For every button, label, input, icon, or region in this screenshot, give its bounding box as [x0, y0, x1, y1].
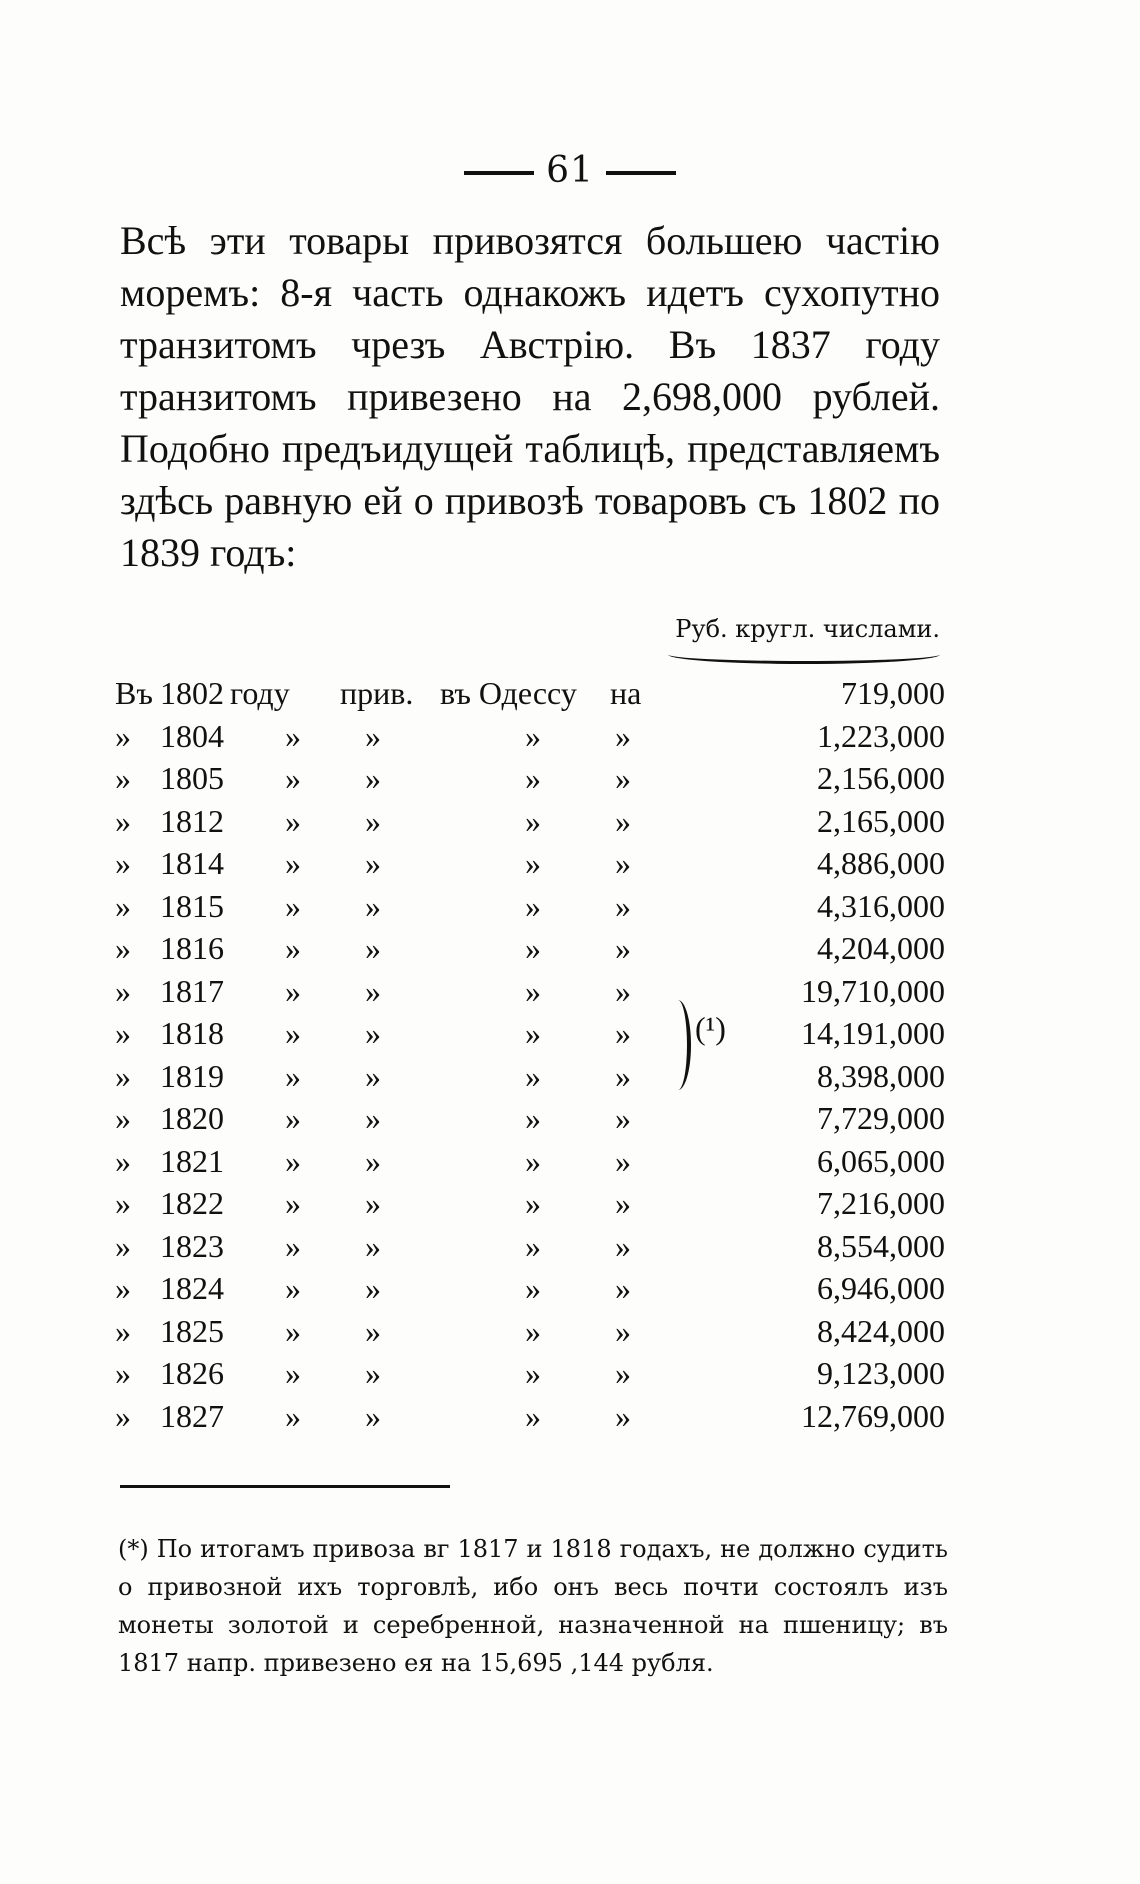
table-row — [115, 1355, 945, 1398]
row-value: 2,165,000 — [817, 802, 945, 839]
row-prefix: Въ — [115, 675, 153, 711]
ditto-mark: » — [365, 1185, 381, 1221]
table-row — [115, 973, 945, 1016]
page-number — [0, 150, 1140, 191]
ditto-mark: » — [615, 1100, 631, 1136]
row-value: 4,204,000 — [817, 930, 945, 966]
row-value: 1,223,000 — [817, 717, 945, 754]
ditto-mark: » — [525, 1312, 541, 1349]
row-prefix: » — [115, 1100, 131, 1136]
ditto-mark: » — [615, 1312, 631, 1349]
footnote-rule — [120, 1485, 450, 1488]
table-row — [115, 1398, 945, 1441]
ditto-mark: » — [285, 1057, 301, 1094]
ditto-mark: » — [365, 845, 381, 881]
row-year: 1824 — [160, 1270, 224, 1306]
footnote-reference: (¹) — [695, 1010, 726, 1046]
row-value: 6,065,000 — [817, 1142, 945, 1179]
row-year: 1826 — [160, 1355, 224, 1391]
table-row — [115, 1058, 945, 1101]
row-word-year: году — [230, 675, 290, 711]
ditto-mark: » — [285, 1100, 301, 1136]
ditto-mark: » — [615, 717, 631, 754]
row-value: 14,191,000 — [801, 1015, 945, 1051]
row-value: 12,769,000 — [801, 1397, 945, 1434]
units-brace — [668, 645, 940, 664]
table-row — [115, 845, 945, 888]
ditto-mark: » — [285, 802, 301, 839]
ditto-mark: » — [525, 1142, 541, 1179]
ditto-mark: » — [525, 1397, 541, 1434]
ditto-mark: » — [365, 1015, 381, 1051]
ditto-mark: » — [365, 1355, 381, 1391]
row-value: 6,946,000 — [817, 1270, 945, 1306]
row-year: 1804 — [160, 717, 224, 754]
ditto-mark: » — [615, 1057, 631, 1094]
ditto-mark: » — [525, 1185, 541, 1221]
row-word-on: на — [610, 675, 642, 711]
ditto-mark: » — [285, 930, 301, 966]
ditto-mark: » — [285, 1015, 301, 1051]
footnote: (*) По итогамъ привоза вг 1817 и 1818 годахъ, не должно судить о привозной ихъ торговлѣ, ибо онъ весь почти состоялъ изъ монеты золотой и серебренной, назначенной на пшеницу; въ 1817 напр. привезено ея на 15,695 ,144 рубля. — [118, 1535, 948, 1677]
row-prefix: » — [115, 1312, 131, 1349]
row-prefix: » — [115, 972, 131, 1009]
row-prefix: » — [115, 845, 131, 881]
row-year: 1823 — [160, 1227, 224, 1264]
ditto-mark: » — [365, 1397, 381, 1434]
row-year: 1814 — [160, 845, 224, 881]
row-prefix: » — [115, 1185, 131, 1221]
page-number-right-rule — [606, 171, 676, 175]
import-table — [115, 675, 945, 1440]
ditto-mark: » — [615, 972, 631, 1009]
row-value: 4,316,000 — [817, 887, 945, 924]
ditto-mark: » — [615, 1355, 631, 1391]
ditto-mark: » — [615, 1142, 631, 1179]
row-prefix: » — [115, 760, 131, 796]
ditto-mark: » — [285, 1355, 301, 1391]
table-row — [115, 1313, 945, 1356]
ditto-mark: » — [285, 1312, 301, 1349]
row-prefix: » — [115, 1015, 131, 1051]
row-year: 1815 — [160, 887, 224, 924]
row-prefix: » — [115, 1142, 131, 1179]
ditto-mark: » — [525, 1015, 541, 1051]
row-value: 9,123,000 — [817, 1355, 945, 1391]
table-row — [115, 1100, 945, 1143]
ditto-mark: » — [285, 1227, 301, 1264]
ditto-mark: » — [525, 760, 541, 796]
page-number-value: 61 — [546, 150, 594, 191]
bracket-1817-1819 — [665, 1000, 691, 1090]
ditto-mark: » — [525, 845, 541, 881]
table-row — [115, 1270, 945, 1313]
ditto-mark: » — [365, 802, 381, 839]
row-value: 8,424,000 — [817, 1312, 945, 1349]
ditto-mark: » — [365, 930, 381, 966]
table-row-first — [115, 675, 945, 718]
table-row — [115, 760, 945, 803]
ditto-mark: » — [615, 930, 631, 966]
row-year: 1817 — [160, 972, 224, 1009]
row-year: 1827 — [160, 1397, 224, 1434]
row-value: 4,886,000 — [817, 845, 945, 881]
row-year: 1818 — [160, 1015, 224, 1051]
table-row — [115, 1015, 945, 1058]
row-value: 8,398,000 — [817, 1057, 945, 1094]
row-word-odessa: въ Одессу — [440, 675, 577, 711]
intro-paragraph: Всѣ эти товары привозятся большею частію моремъ: 8-я часть однакожъ идетъ сухопутно транзитомъ чрезъ Австрію. Въ 1837 году транзитомъ привезено на 2,698,000 рублей. Подобно предъидущей таблицѣ, представляемъ здѣсь равную ей о привозѣ товаровъ съ 1802 по 1839 годъ: — [120, 218, 940, 575]
row-year: 1821 — [160, 1142, 224, 1179]
ditto-mark: » — [365, 760, 381, 796]
row-prefix: » — [115, 887, 131, 924]
ditto-mark: » — [525, 1270, 541, 1306]
ditto-mark: » — [525, 802, 541, 839]
ditto-mark: » — [525, 1227, 541, 1264]
table-row — [115, 803, 945, 846]
row-prefix: » — [115, 1270, 131, 1306]
row-year: 1802 — [160, 675, 224, 711]
ditto-mark: » — [365, 1312, 381, 1349]
row-value: 8,554,000 — [817, 1227, 945, 1264]
row-prefix: » — [115, 930, 131, 966]
ditto-mark: » — [525, 930, 541, 966]
row-value: 7,216,000 — [817, 1185, 945, 1221]
ditto-mark: » — [285, 1185, 301, 1221]
ditto-mark: » — [615, 887, 631, 924]
ditto-mark: » — [615, 1185, 631, 1221]
table-row — [115, 1228, 945, 1271]
row-year: 1805 — [160, 760, 224, 796]
row-year: 1819 — [160, 1057, 224, 1094]
ditto-mark: » — [365, 887, 381, 924]
row-prefix: » — [115, 1057, 131, 1094]
ditto-mark: » — [615, 1270, 631, 1306]
row-prefix: » — [115, 1227, 131, 1264]
ditto-mark: » — [365, 1270, 381, 1306]
row-year: 1825 — [160, 1312, 224, 1349]
table-row — [115, 930, 945, 973]
ditto-mark: » — [615, 1397, 631, 1434]
row-value: 2,156,000 — [817, 760, 945, 796]
table-row — [115, 718, 945, 761]
row-year: 1822 — [160, 1185, 224, 1221]
ditto-mark: » — [285, 972, 301, 1009]
ditto-mark: » — [365, 1100, 381, 1136]
table-row — [115, 888, 945, 931]
row-year: 1816 — [160, 930, 224, 966]
ditto-mark: » — [285, 887, 301, 924]
row-prefix: » — [115, 717, 131, 754]
ditto-mark: » — [285, 1270, 301, 1306]
ditto-mark: » — [365, 717, 381, 754]
ditto-mark: » — [285, 1397, 301, 1434]
ditto-mark: » — [365, 1057, 381, 1094]
ditto-mark: » — [285, 717, 301, 754]
ditto-mark: » — [525, 1355, 541, 1391]
ditto-mark: » — [285, 1142, 301, 1179]
ditto-mark: » — [615, 760, 631, 796]
ditto-mark: » — [525, 717, 541, 754]
page-number-left-rule — [464, 171, 534, 175]
ditto-mark: » — [525, 1057, 541, 1094]
ditto-mark: » — [525, 887, 541, 924]
row-year: 1820 — [160, 1100, 224, 1136]
row-value: 719,000 — [841, 675, 945, 711]
ditto-mark: » — [365, 1227, 381, 1264]
units-header: Руб. кругл. числами. — [675, 615, 940, 643]
ditto-mark: » — [615, 1015, 631, 1051]
table-row — [115, 1143, 945, 1186]
row-prefix: » — [115, 1397, 131, 1434]
table-row — [115, 1185, 945, 1228]
row-value: 19,710,000 — [801, 972, 945, 1009]
row-value: 7,729,000 — [817, 1100, 945, 1136]
ditto-mark: » — [525, 1100, 541, 1136]
ditto-mark: » — [285, 845, 301, 881]
ditto-mark: » — [365, 1142, 381, 1179]
row-prefix: » — [115, 1355, 131, 1391]
ditto-mark: » — [285, 760, 301, 796]
ditto-mark: » — [525, 972, 541, 1009]
ditto-mark: » — [615, 845, 631, 881]
ditto-mark: » — [365, 972, 381, 1009]
row-prefix: » — [115, 802, 131, 839]
row-word-imported: прив. — [340, 675, 414, 711]
ditto-mark: » — [615, 1227, 631, 1264]
ditto-mark: » — [615, 802, 631, 839]
row-year: 1812 — [160, 802, 224, 839]
